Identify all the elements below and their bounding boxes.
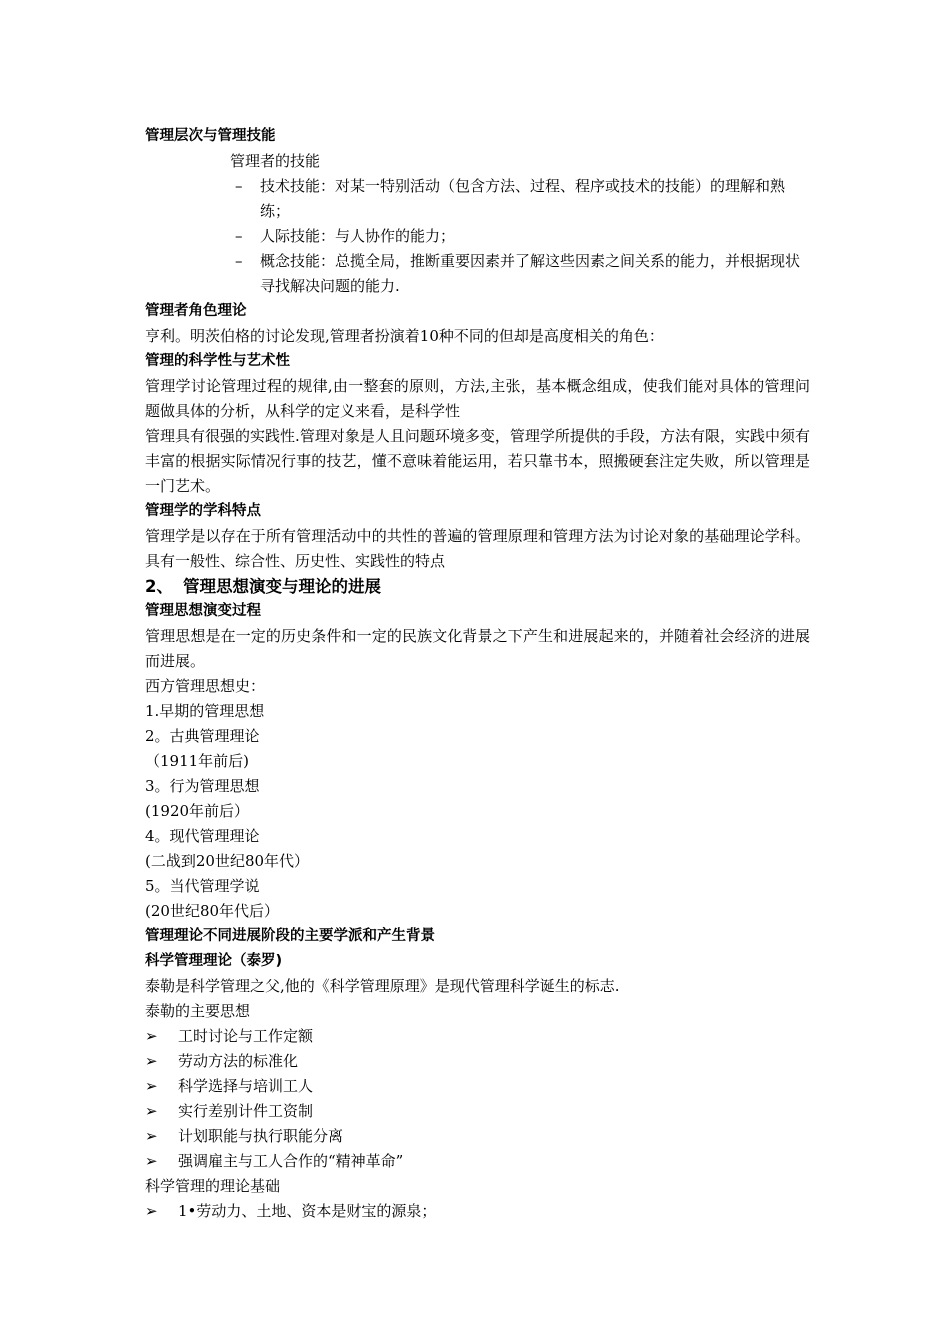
- dash-bullet-icon: –: [235, 227, 243, 245]
- idea-text: 实行差别计件工资制: [178, 1102, 314, 1120]
- list-item-technical-skill: [145, 174, 810, 224]
- list-item-idea: [145, 1124, 810, 1149]
- heading-manager-roles: 管理者角色理论: [145, 303, 247, 319]
- arrow-bullet-icon: ➢: [145, 1077, 158, 1095]
- idea-text: 劳动方法的标准化: [178, 1052, 299, 1070]
- idea-text: 工时讨论与工作定额: [178, 1027, 314, 1045]
- theory-basis-label: 科学管理的理论基础: [145, 1177, 281, 1195]
- skill-text: 概念技能：总揽全局，推断重要因素并了解这些因素之间关系的能力，并根据现状寻找解决问题的能力.: [260, 252, 801, 295]
- history-line: (二战到20世纪80年代）: [145, 852, 310, 870]
- skill-text: 技术技能：对某一特别活动（包含方法、过程、程序或技术的技能）的理解和熟练；: [260, 177, 786, 220]
- heading-evolution: 管理思想演变过程: [145, 603, 261, 619]
- heading-management-levels: 管理层次与管理技能: [145, 128, 276, 144]
- paragraph-discipline: 管理学是以存在于所有管理活动中的共性的普遍的管理原理和管理方法为讨论对象的基础理论学科。具有一般性、综合性、历史性、实践性的特点: [145, 527, 810, 570]
- history-line: 1.早期的管理思想: [145, 702, 265, 720]
- arrow-bullet-icon: ➢: [145, 1127, 158, 1145]
- heading-science-art: 管理的科学性与艺术性: [145, 353, 290, 369]
- dash-bullet-icon: –: [235, 177, 243, 195]
- history-line: (1920年前后）: [145, 802, 250, 820]
- list-item-idea: [145, 1024, 810, 1049]
- western-history-label: 西方管理思想史：: [145, 677, 266, 695]
- list-item-basis: [145, 1199, 810, 1224]
- idea-text: 计划职能与执行职能分离: [178, 1127, 344, 1145]
- subheading-scientific-management: 科学管理理论（泰罗): [145, 953, 283, 969]
- paragraph-science: 管理学讨论管理过程的规律,由一整套的原则，方法,主张，基本概念组成，使我们能对具体的管理问题做具体的分析，从科学的定义来看，是科学性: [145, 377, 810, 420]
- list-item-conceptual-skill: [145, 249, 810, 299]
- history-line: 5。当代管理学说: [145, 877, 260, 895]
- basis-text: 1•劳动力、土地、资本是财宝的源泉；: [178, 1202, 437, 1220]
- dash-bullet-icon: –: [235, 252, 243, 270]
- list-item-idea: [145, 1049, 810, 1074]
- list-item-interpersonal-skill: [145, 224, 810, 249]
- arrow-bullet-icon: ➢: [145, 1102, 158, 1120]
- list-item-idea: [145, 1099, 810, 1124]
- history-line: 2。古典管理理论: [145, 727, 260, 745]
- history-line: （1911年前后): [145, 752, 250, 770]
- idea-text: 强调雇主与工人合作的“精神革命”: [178, 1152, 404, 1170]
- list-item-idea: [145, 1074, 810, 1099]
- paragraph-roles: 亨利。明茨伯格的讨论发现,管理者扮演着10种不同的但却是高度相关的角色：: [145, 327, 664, 345]
- arrow-bullet-icon: ➢: [145, 1202, 158, 1220]
- chapter-number: 2、: [145, 577, 173, 596]
- history-line: 3。行为管理思想: [145, 777, 260, 795]
- list-item-idea: [145, 1149, 810, 1174]
- heading-discipline: 管理学的学科特点: [145, 503, 261, 519]
- paragraph-evolution: 管理思想是在一定的历史条件和一定的民族文化背景之下产生和进展起来的，并随着社会经济的进展而进展。: [145, 627, 810, 670]
- paragraph-taylor-intro: 泰勒是科学管理之父,他的《科学管理原理》是现代管理科学诞生的标志.: [145, 977, 620, 995]
- taylor-ideas-label: 泰勒的主要思想: [145, 1002, 251, 1020]
- arrow-bullet-icon: ➢: [145, 1152, 158, 1170]
- document-page: [145, 124, 810, 1224]
- history-line: 4。现代管理理论: [145, 827, 260, 845]
- idea-text: 科学选择与培训工人: [178, 1077, 314, 1095]
- subheading-manager-skills: 管理者的技能: [230, 152, 321, 170]
- arrow-bullet-icon: ➢: [145, 1027, 158, 1045]
- chapter-title: 管理思想演变与理论的进展: [183, 577, 381, 596]
- skill-text: 人际技能：与人协作的能力；: [260, 227, 456, 245]
- arrow-bullet-icon: ➢: [145, 1052, 158, 1070]
- history-line: (20世纪80年代后）: [145, 902, 280, 920]
- chapter-heading: [145, 574, 810, 599]
- paragraph-art: 管理具有很强的实践性.管理对象是人且问题环境多变，管理学所提供的手段，方法有限，实践中须有丰富的根据实际情况行事的技艺，懂不意味着能运用，若只靠书本，照搬硬套注定失败，所以管理是一门艺术。: [145, 427, 810, 495]
- heading-schools: 管理理论不同进展阶段的主要学派和产生背景: [145, 928, 435, 944]
